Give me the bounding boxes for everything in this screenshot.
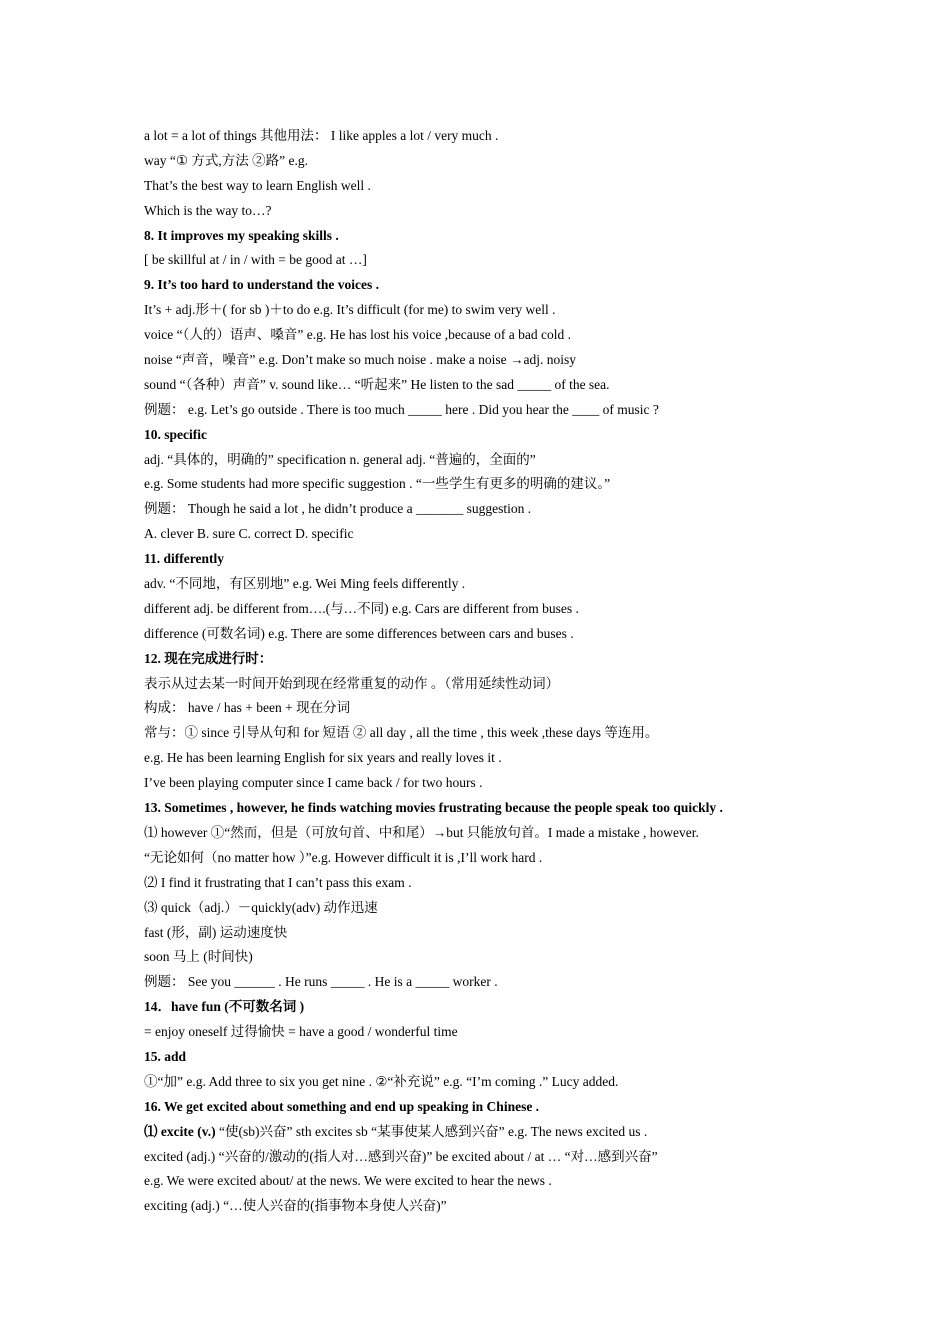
bold-term: ⑴ excite (v.) — [144, 1123, 216, 1139]
text-line: voice “（人的）语声、嗓音” e.g. He has lost his voice ,because of a bad cold . — [144, 327, 572, 343]
document-body — [144, 124, 844, 1219]
section-heading: 13. Sometimes , however, he finds watching movies frustrating because the people speak too quickly . — [144, 800, 723, 816]
text-line: soon 马上 (时间快) — [144, 949, 253, 965]
text-line: exciting (adj.) “…使人兴奋的(指事物本身使人兴奋)” — [144, 1198, 447, 1214]
text-line: ⑶ quick（adj.）－quickly(adv) 动作迅速 — [144, 899, 378, 915]
text-line: A. clever B. sure C. correct D. specific — [144, 526, 354, 542]
text-line: a lot = a lot of things 其他用法： I like apples a lot / very much . — [144, 128, 499, 143]
section-heading: 12. 现在完成进行时： — [144, 650, 273, 666]
line-rest: “使(sb)兴奋” sth excites sb “某事使某人感到兴奋” e.g. The news excited us . — [215, 1123, 648, 1139]
text-line: 例题： See you ______ . He runs _____ . He is a _____ worker . — [144, 974, 498, 990]
text-line: noise “声音，噪音” e.g. Don’t make so much noise . make a noise →adj. noisy — [144, 352, 577, 368]
text-line: excited (adj.) “兴奋的/激动的(指人对…感到兴奋)” be excited about / at … “对…感到兴奋” — [144, 1148, 658, 1164]
text-line: different adj. be different from….(与…不同) e.g. Cars are different from buses . — [144, 600, 579, 616]
text-line: 例题： Though he said a lot , he didn’t produce a _______ suggestion . — [144, 501, 532, 517]
text-line: fast (形，副) 运动速度快 — [144, 924, 288, 940]
text-line: 表示从过去某一时间开始到现在经常重复的动作 。（常用延续性动词） — [144, 675, 560, 691]
text-line: “无论如何（no matter how ）”e.g. However difficult it is ,I’ll work hard . — [144, 849, 543, 865]
section-heading: 15. add — [144, 1048, 187, 1064]
text-line: adj. “具体的，明确的” specification n. general adj. “普遍的，全面的” — [144, 451, 536, 467]
section-heading: 11. differently — [144, 551, 224, 567]
text-line: way “① 方式,方法 ②路” e.g. — [144, 152, 308, 168]
text-line: That’s the best way to learn English well . — [144, 177, 371, 193]
text-line: e.g. Some students had more specific suggestion . “一些学生有更多的明确的建议。” — [144, 476, 611, 492]
text-line: sound “（各种）声音” v. sound like… “听起来” He listen to the sad _____ of the sea. — [144, 376, 610, 392]
section-heading: 16. We get excited about something and end up speaking in Chinese . — [144, 1098, 540, 1114]
text-line: 构成： have / has + been + 现在分词 — [144, 700, 351, 716]
text-line: 例题： e.g. Let’s go outside . There is too much _____ here . Did you hear the ____ of music ? — [144, 401, 659, 417]
text-line: e.g. We were excited about/ at the news. We were excited to hear the news . — [144, 1173, 552, 1189]
text-line: Which is the way to…? — [144, 202, 272, 218]
text-line: difference (可数名词) e.g. There are some differences between cars and buses . — [144, 625, 574, 641]
text-line: ⑴ however ①“然而，但是（可放句首、中和尾）→but 只能放句首。I made a mistake , however. — [144, 824, 699, 840]
text-line: adv. “不同地，有区别地” e.g. Wei Ming feels differently . — [144, 576, 466, 592]
section-heading: 9. It’s too hard to understand the voices . — [144, 277, 380, 293]
section-heading: 10. specific — [144, 426, 207, 442]
text-line: [ be skillful at / in / with = be good at …] — [144, 252, 367, 268]
section-heading: 8. It improves my speaking skills . — [144, 227, 339, 243]
text-line: e.g. He has been learning English for six years and really loves it . — [144, 750, 502, 766]
text-line: = enjoy oneself 过得愉快 = have a good / wonderful time — [144, 1024, 458, 1040]
text-line: ①“加” e.g. Add three to six you get nine . ②“补充说” e.g. “I’m coming .” Lucy added. — [144, 1073, 619, 1089]
text-line: I’ve been playing computer since I came back / for two hours . — [144, 775, 483, 791]
section-heading: 14．have fun (不可数名词 ) — [144, 999, 305, 1015]
text-line: 常与：① since 引导从句和 for 短语 ② all day , all the time , this week ,these days 等连用。 — [144, 725, 659, 741]
text-line: ⑵ I find it frustrating that I can’t pass this exam . — [144, 874, 412, 890]
text-line — [144, 1120, 844, 1145]
text-line: It’s + adj.形＋( for sb )＋to do e.g. It’s difficult (for me) to swim very well . — [144, 302, 556, 318]
